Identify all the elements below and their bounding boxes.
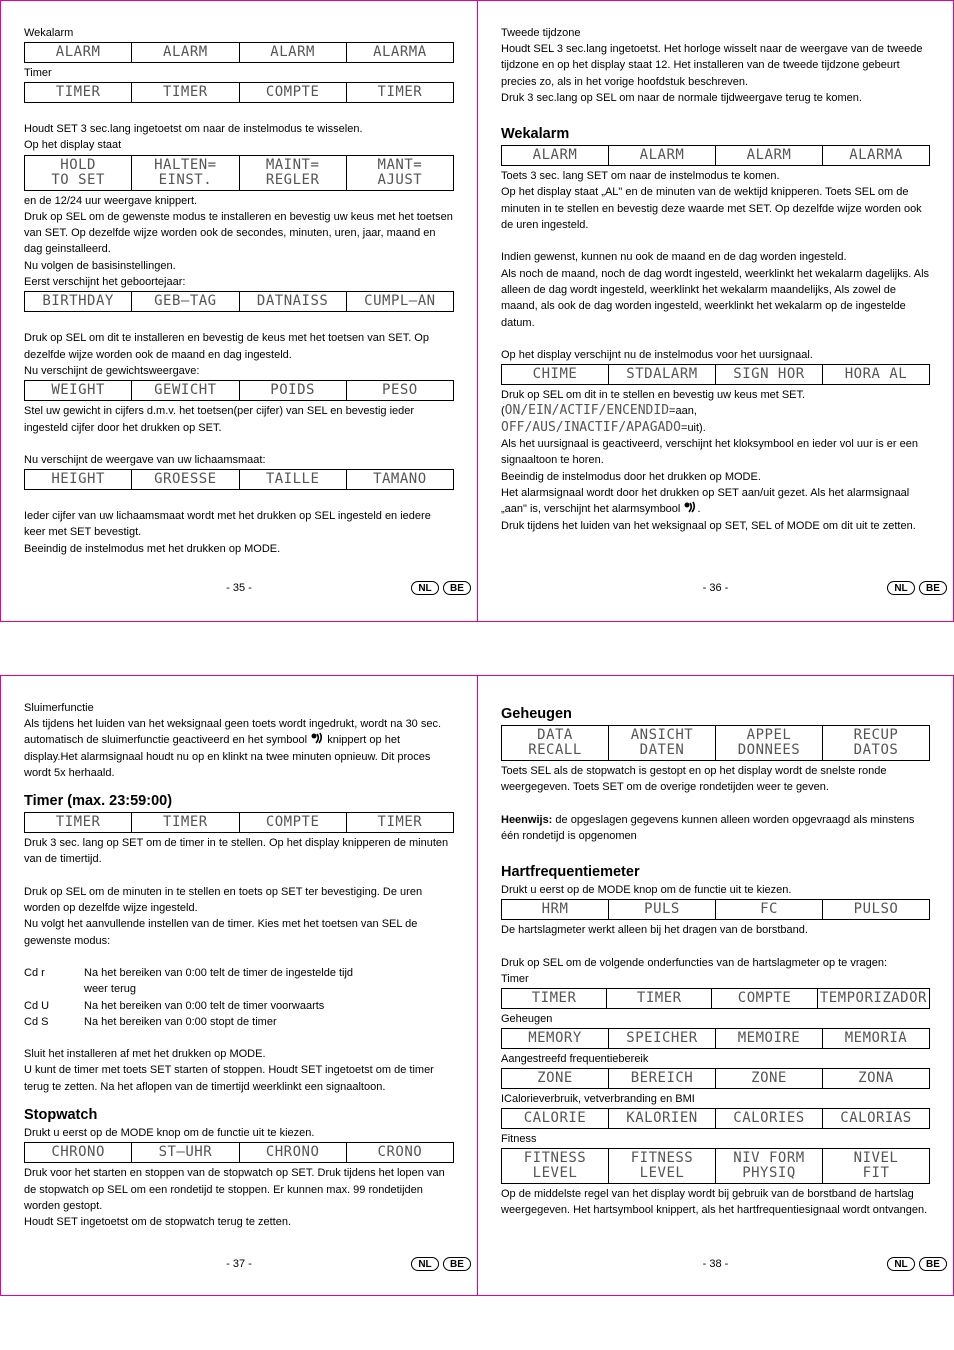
- paragraph: Druk tijdens het luiden van het weksignaal op SET, SEL of MODE om dit uit te zetten.: [501, 519, 916, 532]
- lcd-height: [24, 469, 454, 490]
- paragraph: Nu verschijnt de weergave van uw lichaamsmaat:: [24, 453, 266, 466]
- badge-be: BE: [443, 1257, 471, 1271]
- lcd-alarm: [24, 42, 454, 63]
- paragraph: Nu verschijnt de gewichtsweergave:: [24, 364, 200, 377]
- lcd-cell: DATNAISS: [239, 292, 346, 312]
- lcd-cell: COMPTE: [239, 83, 346, 103]
- page-36: [477, 0, 954, 622]
- paragraph: Indien gewenst, kunnen nu ook de maand en de dag worden ingesteld.: [501, 251, 847, 264]
- page-37-content: [24, 700, 454, 1231]
- lcd-chrono: [24, 1142, 454, 1163]
- label-geheugen: Geheugen: [501, 1013, 553, 1026]
- paragraph: Druk op SEL om dit in te stellen en bevestig uw keus met SET.: [501, 389, 806, 402]
- lcd-cell: TAILLE: [239, 470, 346, 490]
- lcd-cell: TIMER: [132, 83, 239, 103]
- lcd-hold-to-set: [24, 155, 454, 191]
- lcd-cell: MANT= AJUST: [346, 155, 453, 190]
- paragraph: Nu volgt het aanvullende instellen van de timer. Kies met het toetsen van SEL de gewenste modus:: [24, 918, 418, 947]
- lcd-cell: ZONE: [716, 1069, 823, 1089]
- lcd-cell: GROESSE: [132, 470, 239, 490]
- heading-stopwatch: Stopwatch: [24, 1107, 98, 1124]
- country-badges: [411, 1257, 471, 1271]
- lcd-cell: FITNESS LEVEL: [609, 1149, 716, 1184]
- label-tweede-tijdzone: Tweede tijdzone: [501, 27, 581, 39]
- lcd-cell: HRM: [502, 900, 609, 920]
- lcd-cell: MEMORY: [502, 1029, 609, 1049]
- lcd-alarm: [501, 145, 930, 166]
- paragraph: Op het display verschijnt nu de instelmodus voor het uursignaal.: [501, 348, 813, 361]
- lcd-cell: MEMOIRE: [716, 1029, 823, 1049]
- paragraph: Eerst verschijnt het geboortejaar:: [24, 276, 186, 289]
- lcd-cell: TIMER: [607, 989, 712, 1009]
- lcd-cell: NIVEL FIT: [823, 1149, 930, 1184]
- heading-timer: Timer (max. 23:59:00): [24, 793, 173, 810]
- lcd-cell: SIGN HOR: [716, 365, 823, 385]
- lcd-timer: [24, 812, 454, 833]
- page-number: - 35 -: [226, 582, 252, 594]
- paragraph: Toets SEL als de stopwatch is gestopt en op het display wordt de snelste ronde weergegeven. Toets SET om de overige rondetijden weer te geven.: [501, 765, 887, 794]
- paragraph: Op het display staat „AL" en de minuten van de wektijd knipperen. Toets SEL om de minuten in te stellen en bevestig deze waarde met SET. Op dezelfde wijze worden ook de uren ingesteld.: [501, 186, 922, 232]
- label-wekalarm: Wekalarm: [24, 27, 74, 39]
- paragraph: Op het display staat: [24, 139, 122, 152]
- lcd-cell: COMPTE: [239, 813, 346, 833]
- cd-row: Cd r Na het bereiken van 0:00 telt de timer de ingestelde tijd weer terug: [24, 966, 354, 996]
- lcd-inline-off: OFF/AUS/INACTIF/APAGADO: [501, 419, 682, 435]
- lcd-cell: TIMER: [25, 813, 132, 833]
- paragraph: Als het uursignaal is geactiveerd, verschijnt het kloksymbool en ieder vol uur is er een signaaltoon te horen.: [501, 438, 918, 467]
- lcd-cell: ZONE: [502, 1069, 609, 1089]
- lcd-cell: CALORIES: [716, 1109, 823, 1129]
- paragraph: U kunt de timer met toets SET starten of stoppen. Houdt SET ingetoetst om de timer terug te zetten. Na het aflopen van de timertijd weerklinkt een signaaltoon.: [24, 1064, 434, 1093]
- lcd-cell: CHIME: [502, 365, 609, 385]
- lcd-cell: CHRONO: [239, 1143, 346, 1163]
- paragraph: Druk op SEL om de minuten in te stellen en toets op SET ter bevestiging. De uren worden op dezelfde wijze ingesteld.: [24, 885, 423, 915]
- lcd-cell: HALTEN= EINST.: [132, 155, 239, 190]
- paragraph: Druk op SEL om de volgende onderfuncties van de hartslagmeter op te vragen:: [501, 956, 888, 969]
- lcd-cell: HOLD TO SET: [25, 155, 132, 190]
- lcd-cell: ANSICHT DATEN: [609, 726, 716, 761]
- lcd-cell: FC: [716, 900, 823, 920]
- lcd-cell: CHRONO: [25, 1143, 132, 1163]
- badge-nl: NL: [411, 581, 439, 595]
- lcd-cell: FITNESS LEVEL: [502, 1149, 609, 1184]
- page-footer: [478, 581, 953, 599]
- paragraph: Beeindig de instelmodus met het drukken op MODE.: [24, 542, 281, 555]
- paragraph: Houdt SET 3 sec.lang ingetoetst om naar de instelmodus te wisselen.: [24, 123, 363, 135]
- paragraph: en de 12/24 uur weergave knippert.: [24, 194, 198, 207]
- lcd-cell: HORA AL: [823, 365, 930, 385]
- lcd-cell: PESO: [346, 381, 453, 401]
- lcd-inline-on: ON/EIN/ACTIF/ENCENDID: [504, 403, 670, 419]
- lcd-cell: GEWICHT: [132, 381, 239, 401]
- lcd-cell: WEIGHT: [25, 381, 132, 401]
- lcd-hrm: [501, 899, 930, 920]
- badge-be: BE: [919, 1257, 947, 1271]
- lcd-timer: [24, 82, 454, 103]
- lcd-cell: BIRTHDAY: [25, 292, 132, 312]
- paragraph: Het alarmsignaal wordt door het drukken op SET aan/uit gezet. Als het alarmsignaal „aan" is, verschijnt het alarmsymbool .: [501, 486, 910, 516]
- heading-wekalarm: Wekalarm: [501, 126, 570, 143]
- heading-geheugen: Geheugen: [501, 706, 572, 722]
- alarm-symbol-icon: [683, 501, 697, 513]
- snooze-symbol-icon: [310, 732, 324, 744]
- country-badges: [411, 581, 471, 595]
- page-footer: [478, 1257, 953, 1275]
- paragraph: Drukt u eerst op de MODE knop om de functie uit te kiezen.: [24, 1127, 315, 1140]
- lcd-zone: [501, 1068, 930, 1089]
- lcd-cell: ALARM: [239, 43, 346, 63]
- paragraph-note: Heenwijs: de opgeslagen gegevens kunnen alleen worden opgevraagd als minstens één rondetijd is opgenomen: [501, 813, 915, 842]
- lcd-cell: DATA RECALL: [502, 726, 609, 761]
- label-timer: Timer: [501, 973, 529, 986]
- paragraph: Op de middelste regel van het display wordt bij gebruik van de borstband de hartslag weergegeven. Het hartsymbool knippert, als het hartfrequentiesignaal wordt ontvangen.: [501, 1188, 928, 1217]
- paragraph: Sluit het installeren af met het drukken op MODE.: [24, 1048, 266, 1061]
- label-sluimerfunctie: Sluimerfunctie: [24, 702, 94, 714]
- country-badges: [887, 1257, 947, 1271]
- lcd-cell: COMPTE: [712, 989, 817, 1009]
- lcd-cell: ALARMA: [346, 43, 453, 63]
- lcd-cell: MEMORIA: [823, 1029, 930, 1049]
- paragraph: Toets 3 sec. lang SET om naar de instelmodus te komen.: [501, 170, 780, 183]
- lcd-cell: ALARM: [716, 146, 823, 166]
- cd-row: Cd S Na het bereiken van 0:00 stopt de timer: [24, 1015, 277, 1028]
- paragraph: Houdt SEL 3 sec.lang ingetoetst. Het horloge wisselt naar de weergave van de tweede tijdzone en op het display staat 12. Het installeren van de tweede tijdzone gebeurt precies zo, als in het vorige hoofdstuk beschreven.: [501, 43, 923, 88]
- lcd-chime: [501, 364, 930, 385]
- paragraph: Druk 3 sec. lang op SET om de timer in te stellen. Op het display knipperen de minuten van de timertijd.: [24, 837, 449, 866]
- badge-be: BE: [919, 581, 947, 595]
- lcd-cell: ALARM: [609, 146, 716, 166]
- lcd-cell: TIMER: [346, 83, 453, 103]
- lcd-data-recall: [501, 725, 930, 761]
- badge-nl: NL: [887, 1257, 915, 1271]
- lcd-cell: ZONA: [823, 1069, 930, 1089]
- page-number: - 36 -: [702, 582, 729, 594]
- lcd-weight: [24, 380, 454, 401]
- paragraph-lcd-options: (ON/EIN/ACTIF/ENCENDID=aan, OFF/AUS/INACTIF/APAGADO=uit).: [501, 403, 706, 435]
- paragraph: Druk 3 sec.lang op SEL om naar de normale tijdweergave terug te komen.: [501, 91, 862, 104]
- lcd-calorie: [501, 1108, 930, 1129]
- lcd-cell: TIMER: [502, 989, 607, 1009]
- paragraph: Als noch de maand, noch de dag wordt ingesteld, weerklinkt het wekalarm dagelijks. Als alleen de dag wordt ingesteld, weerklinkt het wekalarm maandelijks, Als zowel de maand, als ook de dag worden ingesteld, weerklinkt het wekalarm op de ingestelde datum.: [501, 267, 930, 329]
- lcd-cell: CUMPL–AN: [346, 292, 453, 312]
- paragraph: Druk op SEL om dit te installeren en bevestig de keus met het toetsen van SET. Op dezelfde wijze worden ook de maand en dag ingesteld.: [24, 332, 429, 361]
- lcd-cell: ALARM: [25, 43, 132, 63]
- paragraph: Drukt u eerst op de MODE knop om de functie uit te kiezen.: [501, 884, 792, 897]
- page-35-content: [24, 25, 454, 557]
- lcd-birthday: [24, 291, 454, 312]
- lcd-cell: SPEICHER: [609, 1029, 716, 1049]
- lcd-cell: ALARM: [502, 146, 609, 166]
- lcd-fitness: [501, 1148, 930, 1184]
- lcd-cell: RECUP DATOS: [823, 726, 930, 761]
- page-footer: [1, 1257, 477, 1275]
- label-frequentiebereik: Aangestreefd frequentiebereik: [501, 1053, 649, 1066]
- lcd-cell: PULSO: [823, 900, 930, 920]
- cd-row: Cd U Na het bereiken van 0:00 telt de timer voorwaarts: [24, 999, 325, 1012]
- lcd-cell: MAINT= REGLER: [239, 155, 346, 190]
- lcd-cell: STDALARM: [609, 365, 716, 385]
- heading-hartfrequentiemeter: Hartfrequentiemeter: [501, 864, 640, 881]
- page-36-content: [501, 25, 930, 534]
- badge-nl: NL: [411, 1257, 439, 1271]
- page-footer: [1, 581, 477, 599]
- lcd-cell: BEREICH: [609, 1069, 716, 1089]
- paragraph: Beeindig de instelmodus door het drukken op MODE.: [501, 470, 761, 483]
- lcd-cell: CALORIE: [502, 1109, 609, 1129]
- paragraph: Ieder cijfer van uw lichaamsmaat wordt met het drukken op SEL ingesteld en iedere keer met SET bevestigt.: [24, 510, 431, 539]
- lcd-cell: ALARMA: [823, 146, 930, 166]
- lcd-cell: TIMER: [132, 813, 239, 833]
- paragraph: De hartslagmeter werkt alleen bij het dragen van de borstband.: [501, 924, 808, 937]
- label-timer: Timer: [24, 67, 52, 79]
- badge-nl: NL: [887, 581, 915, 595]
- lcd-cell: TIMER: [346, 813, 453, 833]
- page-38-content: [501, 702, 930, 1219]
- paragraph: Als tijdens het luiden van het weksignaal geen toets wordt ingedrukt, wordt na 30 sec. automatisch de sluimerfunctie geactiveerd en het symbool knippert op het display.Het alarmsignaal houdt nu op en klinkt na twee minuten opnieuw. Dit proces wordt 5x herhaald.: [24, 718, 442, 779]
- page-37: [0, 675, 478, 1296]
- lcd-cell: CALORIAS: [823, 1109, 930, 1129]
- badge-be: BE: [443, 581, 471, 595]
- lcd-cell: GEB–TAG: [132, 292, 239, 312]
- paragraph: Stel uw gewicht in cijfers d.m.v. het toetsen(per cijfer) van SEL en bevestig ieder ingesteld cijfer door het drukken op SET.: [24, 405, 415, 434]
- lcd-cell: TAMANO: [346, 470, 453, 490]
- paragraph: Nu volgen de basisinstellingen.: [24, 259, 176, 272]
- paragraph: Druk voor het starten en stoppen van de stopwatch op SET. Druk tijdens het lopen van de stopwatch op SEL om een rondetijd te stoppen. Er kunnen max. 99 rondetijden worden gestopt.: [24, 1167, 445, 1212]
- paragraph: Druk op SEL om de gewenste modus te installeren en bevestig uw keus met het toetsen van SET. Op dezelfde wijze worden ook de secondes, minuten, uren, jaar, maand en dag geinstalleerd.: [24, 210, 453, 256]
- page-number: - 38 -: [702, 1258, 729, 1270]
- label-calorieverbruik: ICalorieverbruik, vetverbranding en BMI: [501, 1093, 695, 1106]
- lcd-cell: ALARM: [132, 43, 239, 63]
- lcd-cell: NIV FORM PHYSIQ: [716, 1149, 823, 1184]
- page-38: [477, 675, 954, 1296]
- lcd-cell: PULS: [609, 900, 716, 920]
- lcd-cell: TEMPORIZADOR: [817, 989, 929, 1009]
- lcd-cell: ST–UHR: [132, 1143, 239, 1163]
- lcd-cell: POIDS: [239, 381, 346, 401]
- paragraph: Houdt SET ingetoetst om de stopwatch terug te zetten.: [24, 1216, 292, 1229]
- page-number: - 37 -: [226, 1258, 252, 1270]
- lcd-cell: HEIGHT: [25, 470, 132, 490]
- lcd-cell: CRONO: [346, 1143, 453, 1163]
- lcd-memory: [501, 1028, 930, 1049]
- country-badges: [887, 581, 947, 595]
- page-35: [0, 0, 478, 622]
- lcd-timer: [501, 988, 930, 1009]
- lcd-cell: TIMER: [25, 83, 132, 103]
- lcd-cell: APPEL DONNEES: [716, 726, 823, 761]
- lcd-cell: KALORIEN: [609, 1109, 716, 1129]
- label-fitness: Fitness: [501, 1133, 537, 1146]
